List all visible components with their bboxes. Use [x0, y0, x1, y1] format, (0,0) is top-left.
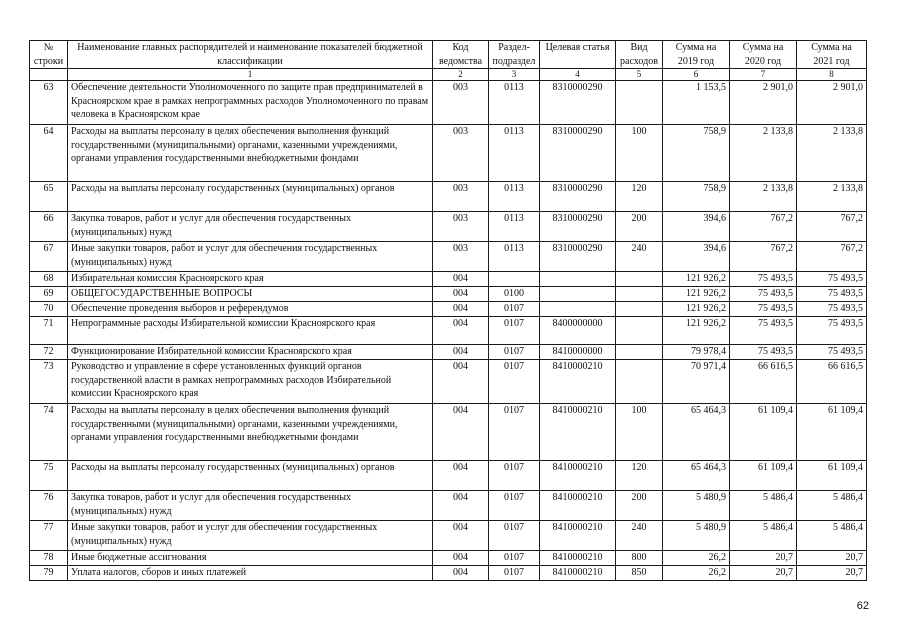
cell-expense-type — [616, 345, 663, 360]
cell-expense-type — [616, 302, 663, 317]
cell-expense-type — [616, 317, 663, 345]
cell-dept-code: 004 — [433, 461, 489, 491]
page-number: 62 — [856, 600, 869, 612]
cell-sum-2019: 65 464,3 — [663, 461, 730, 491]
cell-sum-2019: 26,2 — [663, 551, 730, 566]
cell-sum-2021: 2 133,8 — [797, 125, 867, 182]
table-row — [30, 317, 867, 345]
cell-row-number: 73 — [30, 360, 68, 404]
cell-sum-2019: 1 153,5 — [663, 81, 730, 125]
cell-expense-type: 120 — [616, 182, 663, 212]
cell-sum-2019: 121 926,2 — [663, 317, 730, 345]
cell-dept-code: 004 — [433, 521, 489, 551]
column-number — [30, 69, 68, 81]
cell-row-number: 77 — [30, 521, 68, 551]
cell-section: 0113 — [489, 182, 540, 212]
cell-sum-2021: 2 901,0 — [797, 81, 867, 125]
cell-expense-type — [616, 81, 663, 125]
table-row — [30, 566, 867, 581]
cell-sum-2021: 61 109,4 — [797, 461, 867, 491]
cell-expense-type: 120 — [616, 461, 663, 491]
cell-sum-2020: 767,2 — [730, 212, 797, 242]
cell-dept-code: 003 — [433, 212, 489, 242]
cell-name: Обеспечение проведения выборов и референдумов — [68, 302, 433, 317]
cell-expense-type: 240 — [616, 242, 663, 272]
cell-section: 0113 — [489, 212, 540, 242]
cell-target: 8410000210 — [540, 491, 616, 521]
cell-expense-type — [616, 287, 663, 302]
header-row-number: № строки — [30, 41, 68, 69]
cell-sum-2021: 20,7 — [797, 551, 867, 566]
cell-sum-2021: 75 493,5 — [797, 302, 867, 317]
cell-dept-code: 004 — [433, 360, 489, 404]
cell-row-number: 65 — [30, 182, 68, 212]
cell-name: Непрограммные расходы Избирательной комиссии Красноярского края — [68, 317, 433, 345]
cell-sum-2019: 394,6 — [663, 212, 730, 242]
table-row — [30, 125, 867, 182]
table-row — [30, 491, 867, 521]
cell-dept-code: 003 — [433, 81, 489, 125]
column-number: 6 — [663, 69, 730, 81]
cell-row-number: 68 — [30, 272, 68, 287]
cell-name: Расходы на выплаты персоналу государственных (муниципальных) органов — [68, 461, 433, 491]
cell-sum-2019: 394,6 — [663, 242, 730, 272]
table-row — [30, 212, 867, 242]
cell-name: Закупка товаров, работ и услуг для обеспечения государственных (муниципальных) нужд — [68, 491, 433, 521]
cell-dept-code: 004 — [433, 404, 489, 461]
table-header-row — [30, 41, 867, 69]
cell-sum-2020: 20,7 — [730, 551, 797, 566]
cell-name: Руководство и управление в сфере установленных функций органов государственной власти в рамках непрограммных расходов Избирательной комиссии Красноярского края — [68, 360, 433, 404]
cell-row-number: 64 — [30, 125, 68, 182]
cell-target — [540, 287, 616, 302]
cell-sum-2021: 61 109,4 — [797, 404, 867, 461]
cell-name: Избирательная комиссия Красноярского края — [68, 272, 433, 287]
column-number: 4 — [540, 69, 616, 81]
cell-name: Функционирование Избирательной комиссии Красноярского края — [68, 345, 433, 360]
cell-name: ОБЩЕГОСУДАРСТВЕННЫЕ ВОПРОСЫ — [68, 287, 433, 302]
cell-sum-2021: 75 493,5 — [797, 287, 867, 302]
cell-target: 8410000210 — [540, 461, 616, 491]
cell-target: 8310000290 — [540, 212, 616, 242]
cell-section: 0107 — [489, 404, 540, 461]
cell-target: 8310000290 — [540, 125, 616, 182]
table-row — [30, 81, 867, 125]
cell-expense-type: 200 — [616, 212, 663, 242]
cell-sum-2020: 61 109,4 — [730, 404, 797, 461]
cell-sum-2020: 5 486,4 — [730, 491, 797, 521]
header-name: Наименование главных распорядителей и наименование показателей бюджетной классификации — [68, 41, 433, 69]
cell-dept-code: 004 — [433, 345, 489, 360]
cell-sum-2020: 66 616,5 — [730, 360, 797, 404]
cell-name: Иные закупки товаров, работ и услуг для обеспечения государственных (муниципальных) нужд — [68, 521, 433, 551]
column-number-row — [30, 69, 867, 81]
cell-target: 8410000000 — [540, 345, 616, 360]
cell-row-number: 69 — [30, 287, 68, 302]
cell-expense-type: 850 — [616, 566, 663, 581]
cell-target: 8310000290 — [540, 242, 616, 272]
cell-sum-2019: 758,9 — [663, 125, 730, 182]
cell-sum-2021: 767,2 — [797, 242, 867, 272]
cell-target: 8410000210 — [540, 566, 616, 581]
cell-name: Закупка товаров, работ и услуг для обеспечения государственных (муниципальных) нужд — [68, 212, 433, 242]
header-dept-code: Код ведомства — [433, 41, 489, 69]
cell-target: 8410000210 — [540, 360, 616, 404]
cell-dept-code: 004 — [433, 551, 489, 566]
budget-table — [29, 40, 867, 581]
cell-dept-code: 004 — [433, 566, 489, 581]
cell-expense-type: 800 — [616, 551, 663, 566]
cell-name: Иные бюджетные ассигнования — [68, 551, 433, 566]
cell-target — [540, 302, 616, 317]
cell-sum-2020: 5 486,4 — [730, 521, 797, 551]
cell-sum-2021: 5 486,4 — [797, 491, 867, 521]
cell-sum-2021: 5 486,4 — [797, 521, 867, 551]
column-number: 5 — [616, 69, 663, 81]
cell-row-number: 72 — [30, 345, 68, 360]
cell-section: 0107 — [489, 317, 540, 345]
cell-row-number: 78 — [30, 551, 68, 566]
cell-target: 8310000290 — [540, 81, 616, 125]
cell-sum-2021: 66 616,5 — [797, 360, 867, 404]
cell-row-number: 71 — [30, 317, 68, 345]
cell-sum-2020: 75 493,5 — [730, 345, 797, 360]
cell-name: Уплата налогов, сборов и иных платежей — [68, 566, 433, 581]
header-sum-2021: Сумма на 2021 год — [797, 41, 867, 69]
cell-sum-2019: 121 926,2 — [663, 287, 730, 302]
cell-sum-2021: 2 133,8 — [797, 182, 867, 212]
cell-sum-2020: 75 493,5 — [730, 287, 797, 302]
cell-target: 8410000210 — [540, 404, 616, 461]
cell-sum-2019: 79 978,4 — [663, 345, 730, 360]
column-number: 7 — [730, 69, 797, 81]
cell-expense-type: 100 — [616, 404, 663, 461]
cell-expense-type — [616, 360, 663, 404]
cell-sum-2019: 65 464,3 — [663, 404, 730, 461]
column-number: 2 — [433, 69, 489, 81]
cell-sum-2019: 121 926,2 — [663, 272, 730, 287]
cell-section: 0113 — [489, 242, 540, 272]
cell-target — [540, 272, 616, 287]
cell-sum-2020: 2 901,0 — [730, 81, 797, 125]
table-row — [30, 345, 867, 360]
cell-name: Расходы на выплаты персоналу в целях обеспечения выполнения функций государственными (муниципальными) органами, казенными учреждениями, органами управления государственными внебюджетными фондами — [68, 404, 433, 461]
cell-row-number: 63 — [30, 81, 68, 125]
cell-sum-2021: 20,7 — [797, 566, 867, 581]
table-row — [30, 461, 867, 491]
cell-section: 0107 — [489, 521, 540, 551]
header-section: Раздел-подраздел — [489, 41, 540, 69]
cell-row-number: 67 — [30, 242, 68, 272]
table-row — [30, 182, 867, 212]
cell-sum-2019: 70 971,4 — [663, 360, 730, 404]
cell-dept-code: 004 — [433, 491, 489, 521]
cell-name: Расходы на выплаты персоналу государственных (муниципальных) органов — [68, 182, 433, 212]
table-row — [30, 242, 867, 272]
cell-sum-2020: 75 493,5 — [730, 302, 797, 317]
column-number: 8 — [797, 69, 867, 81]
cell-target: 8410000210 — [540, 521, 616, 551]
cell-sum-2020: 2 133,8 — [730, 125, 797, 182]
cell-dept-code: 003 — [433, 182, 489, 212]
table-row — [30, 360, 867, 404]
cell-sum-2020: 2 133,8 — [730, 182, 797, 212]
cell-sum-2019: 758,9 — [663, 182, 730, 212]
cell-name: Расходы на выплаты персоналу в целях обеспечения выполнения функций государственными (муниципальными) органами, казенными учреждениями, органами управления государственными внебюджетными фондами — [68, 125, 433, 182]
table-row — [30, 404, 867, 461]
cell-dept-code: 004 — [433, 302, 489, 317]
cell-target: 8400000000 — [540, 317, 616, 345]
cell-dept-code: 004 — [433, 287, 489, 302]
cell-sum-2021: 767,2 — [797, 212, 867, 242]
cell-sum-2019: 121 926,2 — [663, 302, 730, 317]
cell-section: 0107 — [489, 360, 540, 404]
cell-section: 0107 — [489, 491, 540, 521]
table-row — [30, 551, 867, 566]
cell-sum-2020: 20,7 — [730, 566, 797, 581]
cell-expense-type: 200 — [616, 491, 663, 521]
cell-dept-code: 003 — [433, 242, 489, 272]
cell-sum-2020: 767,2 — [730, 242, 797, 272]
header-target: Целевая статья — [540, 41, 616, 69]
cell-section: 0113 — [489, 125, 540, 182]
cell-dept-code: 004 — [433, 272, 489, 287]
cell-section: 0107 — [489, 345, 540, 360]
cell-sum-2021: 75 493,5 — [797, 317, 867, 345]
cell-sum-2019: 26,2 — [663, 566, 730, 581]
cell-row-number: 79 — [30, 566, 68, 581]
cell-sum-2021: 75 493,5 — [797, 345, 867, 360]
header-expense-type: Вид расходов — [616, 41, 663, 69]
cell-section — [489, 272, 540, 287]
table-row — [30, 521, 867, 551]
cell-sum-2019: 5 480,9 — [663, 521, 730, 551]
cell-row-number: 76 — [30, 491, 68, 521]
cell-sum-2019: 5 480,9 — [663, 491, 730, 521]
cell-row-number: 70 — [30, 302, 68, 317]
cell-sum-2020: 61 109,4 — [730, 461, 797, 491]
table-row — [30, 302, 867, 317]
cell-sum-2020: 75 493,5 — [730, 272, 797, 287]
column-number: 3 — [489, 69, 540, 81]
cell-section: 0100 — [489, 287, 540, 302]
cell-target: 8410000210 — [540, 551, 616, 566]
cell-name: Обеспечение деятельности Уполномоченного по защите прав предпринимателей в Красноярском крае в рамках непрограммных расходов Уполномоченного по правам человека в Красноярском крае — [68, 81, 433, 125]
header-sum-2019: Сумма на 2019 год — [663, 41, 730, 69]
cell-section: 0107 — [489, 302, 540, 317]
cell-dept-code: 004 — [433, 317, 489, 345]
cell-section: 0107 — [489, 566, 540, 581]
cell-target: 8310000290 — [540, 182, 616, 212]
cell-dept-code: 003 — [433, 125, 489, 182]
table-row — [30, 287, 867, 302]
cell-row-number: 66 — [30, 212, 68, 242]
header-sum-2020: Сумма на 2020 год — [730, 41, 797, 69]
cell-expense-type: 100 — [616, 125, 663, 182]
cell-expense-type — [616, 272, 663, 287]
cell-section: 0107 — [489, 461, 540, 491]
column-number: 1 — [68, 69, 433, 81]
cell-row-number: 74 — [30, 404, 68, 461]
cell-section: 0113 — [489, 81, 540, 125]
cell-section: 0107 — [489, 551, 540, 566]
cell-sum-2020: 75 493,5 — [730, 317, 797, 345]
cell-row-number: 75 — [30, 461, 68, 491]
cell-name: Иные закупки товаров, работ и услуг для обеспечения государственных (муниципальных) нужд — [68, 242, 433, 272]
cell-expense-type: 240 — [616, 521, 663, 551]
cell-sum-2021: 75 493,5 — [797, 272, 867, 287]
table-row — [30, 272, 867, 287]
